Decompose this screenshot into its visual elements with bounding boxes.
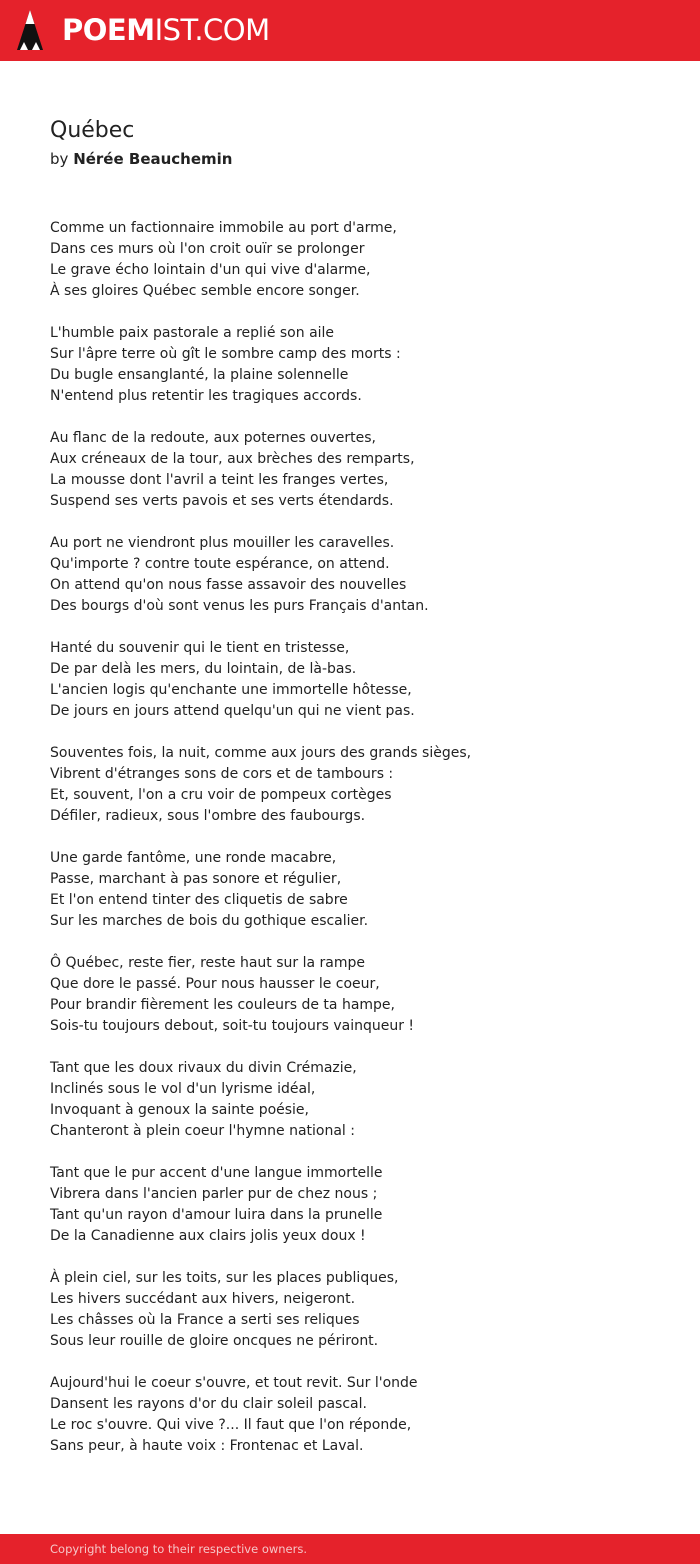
poem-line: On attend qu'on nous fasse assavoir des nouvelles	[50, 577, 407, 593]
poem-line: De par delà les mers, du lointain, de là-bas.	[50, 661, 357, 677]
poem-line: Au flanc de la redoute, aux poternes ouvertes,	[50, 430, 376, 446]
by-label: by	[50, 150, 69, 168]
brand-light: IST.COM	[154, 13, 270, 47]
poem-byline	[50, 148, 232, 170]
stanza	[50, 218, 670, 302]
poem-line: Une garde fantôme, une ronde macabre,	[50, 850, 337, 866]
site-logo-text[interactable]	[62, 12, 270, 48]
poem-line: Sous leur rouille de gloire oncques ne périront.	[50, 1333, 379, 1349]
poem-line: Passe, marchant à pas sonore et régulier,	[50, 871, 342, 887]
poem-line: Sur les marches de bois du gothique escalier.	[50, 913, 369, 929]
author-name: Nérée Beauchemin	[73, 150, 233, 168]
poem-line: Les hivers succédant aux hivers, neigeront.	[50, 1291, 356, 1307]
poem-line: Inclinés sous le vol d'un lyrisme idéal,	[50, 1081, 316, 1097]
poem-line: Et l'on entend tinter des cliquetis de sabre	[50, 892, 348, 908]
poem-line: Comme un factionnaire immobile au port d'arme,	[50, 220, 397, 236]
poem-line: À plein ciel, sur les toits, sur les places publiques,	[50, 1270, 399, 1286]
poem-line: Suspend ses verts pavois et ses verts étendards.	[50, 493, 394, 509]
poem-line: Souventes fois, la nuit, comme aux jours des grands sièges,	[50, 745, 472, 761]
poem-line: Invoquant à genoux la sainte poésie,	[50, 1102, 309, 1118]
poem-line: Sur l'âpre terre où gît le sombre camp des morts :	[50, 346, 401, 362]
poem-line: De jours en jours attend quelqu'un qui ne vient pas.	[50, 703, 415, 719]
poem-line: Vibrera dans l'ancien parler pur de chez nous ;	[50, 1186, 378, 1202]
poem-line: De la Canadienne aux clairs jolis yeux doux !	[50, 1228, 366, 1244]
poem-line: Défiler, radieux, sous l'ombre des faubourgs.	[50, 808, 366, 824]
poem-line: Tant que les doux rivaux du divin Crémazie,	[50, 1060, 357, 1076]
poem-line: L'humble paix pastorale a replié son aile	[50, 325, 335, 341]
poem-line: N'entend plus retentir les tragiques accords.	[50, 388, 362, 404]
poem-line: Dansent les rayons d'or du clair soleil pascal.	[50, 1396, 367, 1412]
stanza	[50, 1373, 670, 1457]
poem-line: Chanteront à plein coeur l'hymne national :	[50, 1123, 355, 1139]
poem-line: Vibrent d'étranges sons de cors et de tambours :	[50, 766, 394, 782]
stanza	[50, 1058, 670, 1142]
poem-line: Au port ne viendront plus mouiller les caravelles.	[50, 535, 395, 551]
poem-line: Qu'importe ? contre toute espérance, on attend.	[50, 556, 390, 572]
stanza	[50, 1163, 670, 1247]
stanza	[50, 1268, 670, 1352]
poem-line: Aux créneaux de la tour, aux brèches des remparts,	[50, 451, 415, 467]
poem-line: Le grave écho lointain d'un qui vive d'alarme,	[50, 262, 371, 278]
stanza	[50, 743, 670, 827]
poem-line: Les châsses où la France a serti ses reliques	[50, 1312, 360, 1328]
poem-line: À ses gloires Québec semble encore songer.	[50, 283, 360, 299]
stanza	[50, 428, 670, 512]
stanza	[50, 323, 670, 407]
poem-line: Le roc s'ouvre. Qui vive ?... Il faut que l'on réponde,	[50, 1417, 412, 1433]
site-footer	[0, 1534, 700, 1564]
stanza	[50, 953, 670, 1037]
poem-line: Tant que le pur accent d'une langue immortelle	[50, 1165, 383, 1181]
poem-line: Ô Québec, reste fier, reste haut sur la rampe	[50, 955, 366, 971]
poem-line: L'ancien logis qu'enchante une immortelle hôtesse,	[50, 682, 412, 698]
poem-line: La mousse dont l'avril a teint les franges vertes,	[50, 472, 389, 488]
poem-line: Sois-tu toujours debout, soit-tu toujours vainqueur !	[50, 1018, 415, 1034]
pencil-icon[interactable]	[16, 9, 44, 53]
site-header	[0, 0, 700, 61]
poem-line: Dans ces murs où l'on croit ouïr se prolonger	[50, 241, 365, 257]
stanza	[50, 848, 670, 932]
poem-line: Du bugle ensanglanté, la plaine solennelle	[50, 367, 349, 383]
poem-line: Sans peur, à haute voix : Frontenac et Laval.	[50, 1438, 364, 1454]
stanza	[50, 638, 670, 722]
poem-line: Que dore le passé. Pour nous hausser le coeur,	[50, 976, 380, 992]
poem-body	[50, 218, 670, 1478]
poem-line: Aujourd'hui le coeur s'ouvre, et tout revit. Sur l'onde	[50, 1375, 418, 1391]
brand-strong: POEM	[62, 13, 155, 47]
poem-line: Des bourgs d'où sont venus les purs Français d'antan.	[50, 598, 429, 614]
poem-line: Pour brandir fièrement les couleurs de ta hampe,	[50, 997, 395, 1013]
stanza	[50, 533, 670, 617]
copyright-notice: Copyright belong to their respective owners.	[50, 1542, 308, 1556]
poem-line: Et, souvent, l'on a cru voir de pompeux cortèges	[50, 787, 392, 803]
poem-line: Tant qu'un rayon d'amour luira dans la prunelle	[50, 1207, 383, 1223]
poem-line: Hanté du souvenir qui le tient en tristesse,	[50, 640, 350, 656]
poem-title: Québec	[50, 118, 135, 143]
